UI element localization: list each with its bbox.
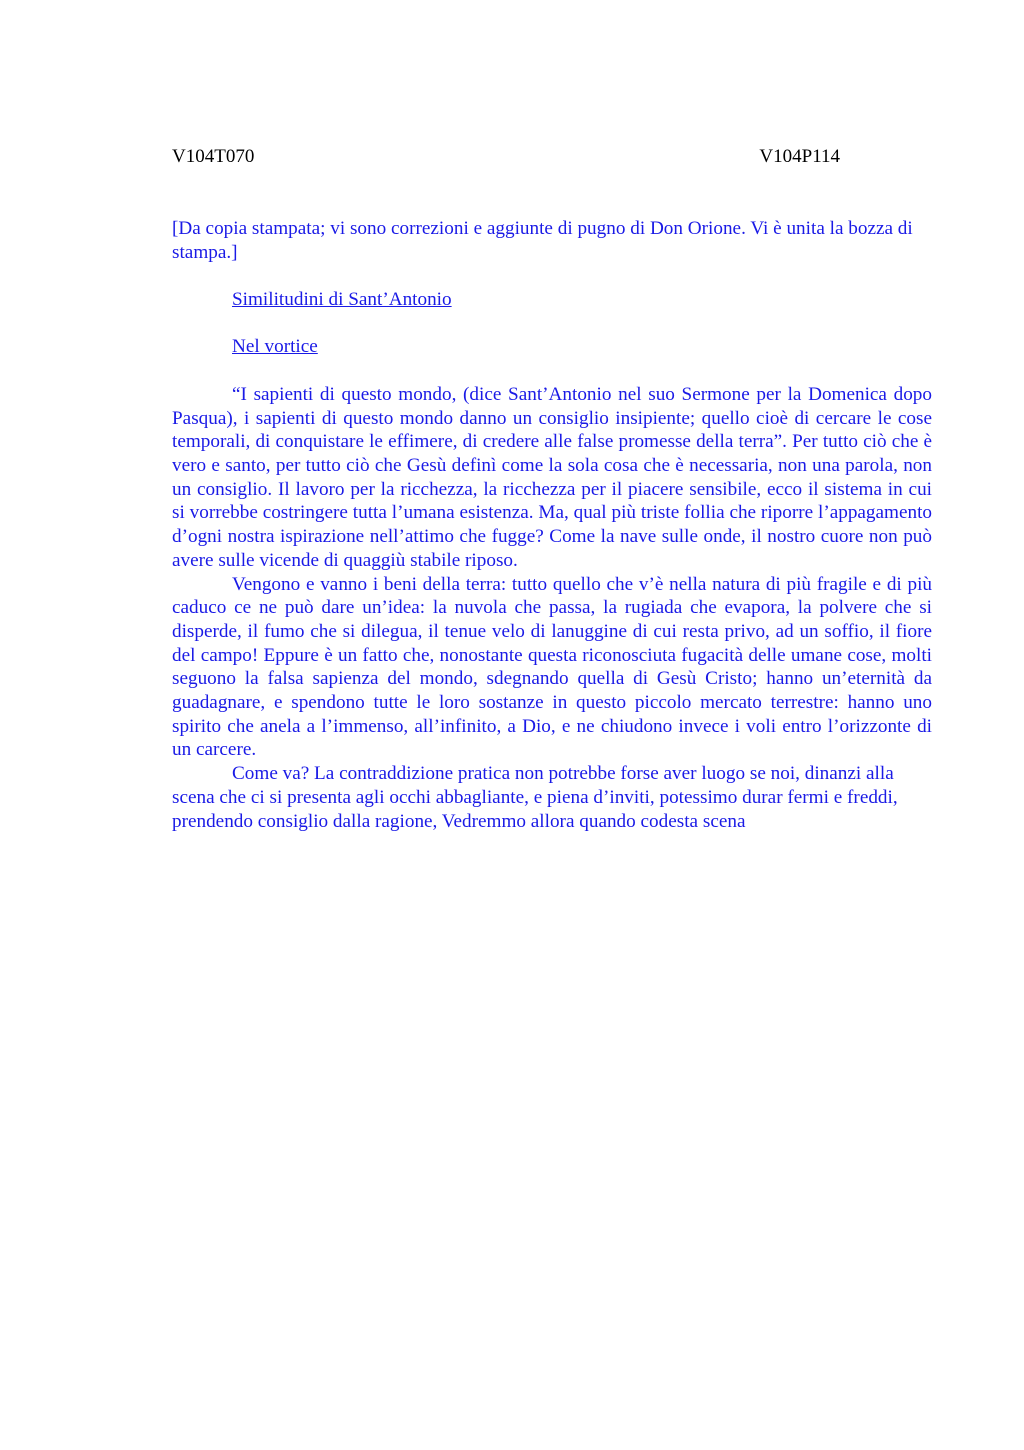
paragraph-2: Vengono e vanno i beni della terra: tutto quello che v’è nella natura di più fragile e di più caduco ce ne può dare un’idea: la nuvola che passa, la rugiada che evapora, la polvere che si disperde, il fumo che si dilegua, il tenue velo di lanuggine di cui resta privo, ad un soffio, il fiore del campo! Eppure è un fatto che, nonostante questa riconosciuta fugacità delle umane cose, molti seguono la falsa sapienza del mondo, sdegnando quella di Gesù Cristo; hanno un’eternità da guadagnare, e spendono tutte le loro sostanze in questo piccolo mercato terrestre: hanno uno spirito che anela a l’immenso, all’infinito, a Dio, e ne chiudono invece i voli entro l’orizzonte di un carcere. [172, 573, 932, 761]
editorial-note: [Da copia stampata; vi sono correzioni e aggiunte di pugno di Don Orione. Vi è unita la bozza di stampa.] [172, 218, 913, 263]
paragraph-1: “I sapienti di questo mondo, (dice Sant’Antonio nel suo Sermone per la Domenica dopo Pasqua), i sapienti di questo mondo danno un consiglio insipiente; quello cioè di cercare le cose temporali, di conquistare le effimere, di credere alle false promesse della terra”. Per tutto ciò che è vero e santo, per tutto ciò che Gesù definì come la sola cosa che è necessaria, non una parola, non un consiglio. Il lavoro per la ricchezza, la ricchezza per il piacere sensibile, ecco il sistema in cui si vorrebbe costringere tutta l’umana esistenza. Ma, qual più triste follia che riporre l’appagamento d’ogni nostra ispirazione nell’attimo che fugge? Come la nave sulle onde, il nostro cuore non può avere sulle vicende di quaggiù stabile riposo. [172, 383, 932, 571]
paragraph-3: Come va? La contraddizione pratica non potrebbe forse aver luogo se noi, dinanzi alla scena che ci si presenta agli occhi abbagliante, e piena d’inviti, potessimo durar fermi e freddi, prendendo consiglio dalla ragione, Vedremmo allora quando codesta scena [172, 763, 898, 832]
page-header [172, 146, 840, 172]
header-right-code: V104P114 [759, 146, 840, 167]
header-left-code: V104T070 [172, 146, 255, 167]
document-body [172, 217, 932, 833]
document-subtitle: Nel vortice [232, 336, 318, 358]
document-title: Similitudini di Sant’Antonio [232, 289, 452, 311]
